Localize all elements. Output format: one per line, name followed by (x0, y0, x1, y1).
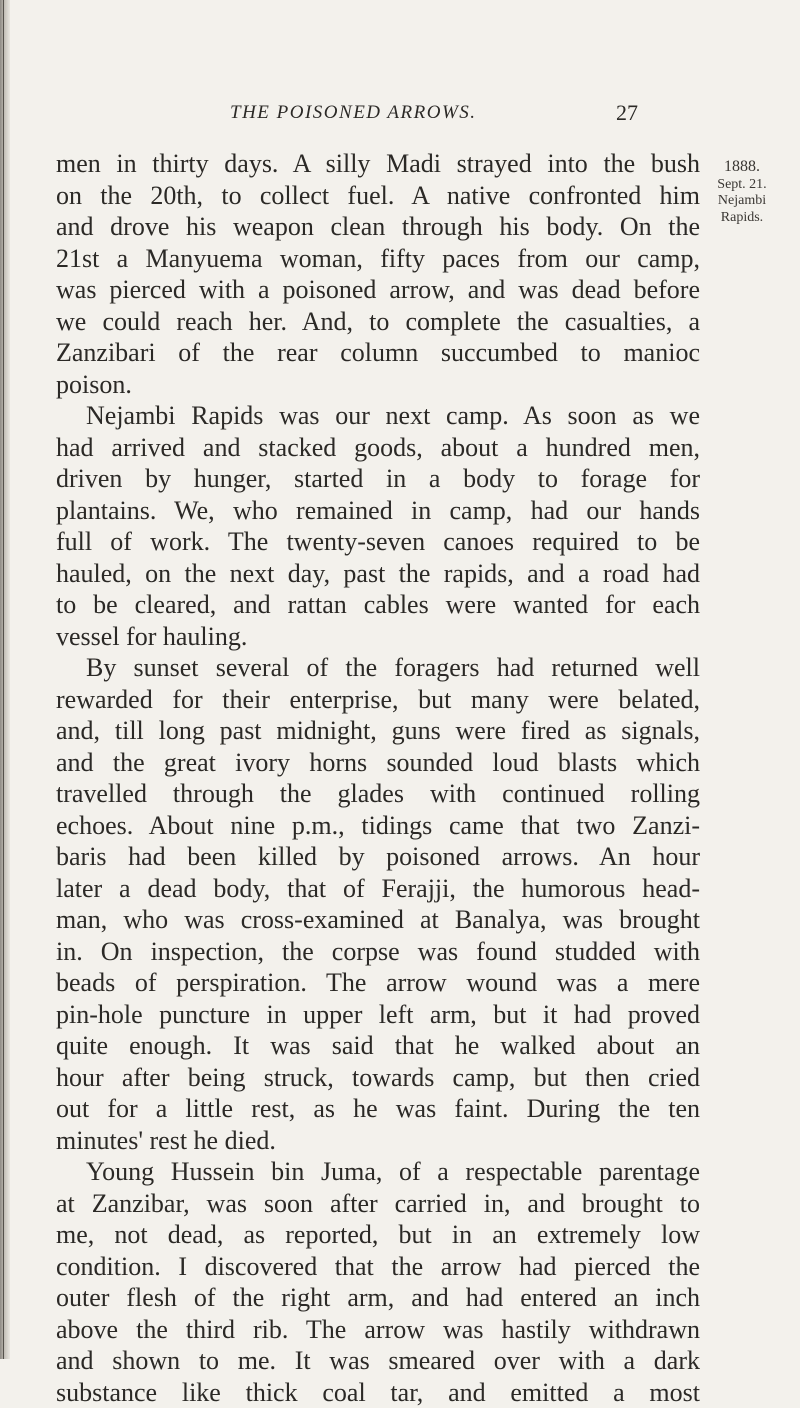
paragraph (56, 148, 700, 400)
text-line: full of work. The twenty-seven canoes required to be (56, 526, 700, 558)
page-binding-edge (0, 0, 10, 1359)
paragraph (56, 652, 700, 1156)
text-line: and drove his weapon clean through his body. On the (56, 211, 700, 243)
text-line: and shown to me. It was smeared over with a dark (56, 1345, 700, 1377)
text-line: to be cleared, and rattan cables were wanted for each (56, 589, 700, 621)
text-line: we could reach her. And, to complete the casualties, a (56, 306, 700, 338)
text-line: 21st a Manyuema woman, fifty paces from our camp, (56, 243, 700, 275)
text-line: was pierced with a poisoned arrow, and was dead before (56, 274, 700, 306)
text-line: on the 20th, to collect fuel. A native confronted him (56, 180, 700, 212)
text-line: later a dead body, that of Ferajji, the humorous head- (56, 873, 700, 905)
text-line: above the third rib. The arrow was hastily withdrawn (56, 1314, 700, 1346)
text-line: plantains. We, who remained in camp, had our hands (56, 495, 700, 527)
text-line: outer flesh of the right arm, and had entered an inch (56, 1282, 700, 1314)
text-line: quite enough. It was said that he walked about an (56, 1030, 700, 1062)
text-line: and, till long past midnight, guns were fired as signals, (56, 715, 700, 747)
paragraph (56, 1156, 700, 1408)
text-line: By sunset several of the foragers had returned well (56, 652, 700, 684)
running-head: THE POISONED ARROWS. (230, 102, 477, 124)
body-text (56, 148, 700, 1408)
text-line: rewarded for their enterprise, but many were belated, (56, 684, 700, 716)
text-line: echoes. About nine p.m., tidings came that two Zanzi- (56, 810, 700, 842)
binding-line (3, 0, 4, 1359)
text-line: minutes' rest he died. (56, 1125, 700, 1157)
text-line: men in thirty days. A silly Madi strayed into the bush (56, 148, 700, 180)
margin-note-place: Nejambi (708, 193, 776, 209)
text-line: Zanzibari of the rear column succumbed to manioc (56, 337, 700, 369)
text-line: driven by hunger, started in a body to forage for (56, 463, 700, 495)
text-line: in. On inspection, the corpse was found studded with (56, 936, 700, 968)
paragraph (56, 400, 700, 652)
text-line: condition. I discovered that the arrow had pierced the (56, 1251, 700, 1283)
text-line: substance like thick coal tar, and emitted a most (56, 1377, 700, 1408)
text-line: hauled, on the next day, past the rapids, and a road had (56, 558, 700, 590)
margin-note-year: 1888. (708, 158, 776, 176)
text-line: poison. (56, 369, 700, 401)
text-line: and the great ivory horns sounded loud blasts which (56, 747, 700, 779)
text-line: had arrived and stacked goods, about a hundred men, (56, 432, 700, 464)
text-line: hour after being struck, towards camp, but then cried (56, 1062, 700, 1094)
text-line: vessel for hauling. (56, 621, 700, 653)
text-line: Nejambi Rapids was our next camp. As soon as we (56, 400, 700, 432)
margin-note-date: Sept. 21. (708, 177, 776, 193)
text-line: at Zanzibar, was soon after carried in, and brought to (56, 1188, 700, 1220)
text-line: travelled through the glades with continued rolling (56, 778, 700, 810)
text-line: beads of perspiration. The arrow wound was a mere (56, 967, 700, 999)
text-line: pin-hole puncture in upper left arm, but it had proved (56, 999, 700, 1031)
text-line: baris had been killed by poisoned arrows. An hour (56, 841, 700, 873)
text-line: man, who was cross-examined at Banalya, was brought (56, 904, 700, 936)
page-number: 27 (616, 100, 638, 126)
text-line: Young Hussein bin Juma, of a respectable parentage (56, 1156, 700, 1188)
text-line: me, not dead, as reported, but in an extremely low (56, 1219, 700, 1251)
text-line: out for a little rest, as he was faint. During the ten (56, 1093, 700, 1125)
margin-note-place-continued: Rapids. (708, 210, 776, 226)
